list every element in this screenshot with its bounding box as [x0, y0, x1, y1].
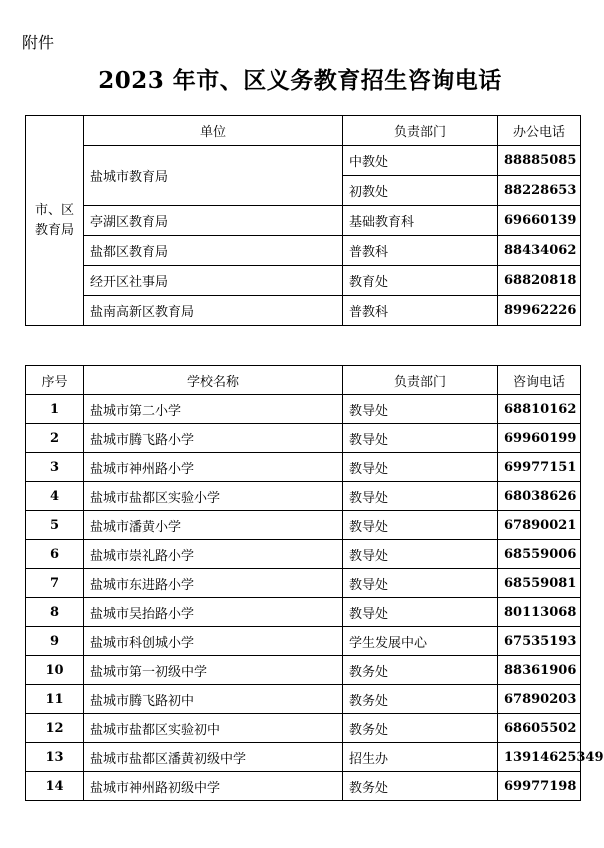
school-rows [26, 395, 604, 801]
table-row [26, 772, 581, 801]
dept-cell: 教务处 [343, 772, 498, 801]
school-name-cell: 盐城市神州路初级中学 [84, 772, 343, 801]
phone-cell: 80113068 [498, 598, 581, 627]
school-name-cell: 盐城市腾飞路小学 [84, 424, 343, 453]
phone-cell: 88228653 [498, 176, 581, 206]
row-number-cell: 13 [26, 743, 84, 772]
table-row [26, 598, 581, 627]
table-row [26, 540, 581, 569]
attachment-label: 附件 [22, 33, 55, 52]
dept-cell: 中教处 [343, 146, 498, 176]
dept-cell: 教导处 [343, 453, 498, 482]
school-contact-table [25, 365, 604, 801]
school-name-cell: 盐城市第一初级中学 [84, 656, 343, 685]
phone-cell: 13914625349 [498, 743, 581, 772]
unit-cell: 盐城市教育局 [84, 146, 343, 206]
dept-cell: 教导处 [343, 540, 498, 569]
dept-cell: 普教科 [343, 296, 498, 326]
table-row [26, 424, 581, 453]
table-row [26, 656, 581, 685]
phone-cell: 67535193 [498, 627, 581, 656]
phone-cell: 69977198 [498, 772, 581, 801]
phone-cell: 68559081 [498, 569, 581, 598]
column-header-phone: 咨询电话 [498, 366, 581, 395]
school-name-cell: 盐城市东进路小学 [84, 569, 343, 598]
row-number-cell: 10 [26, 656, 84, 685]
dept-cell: 教务处 [343, 714, 498, 743]
row-number-cell: 9 [26, 627, 84, 656]
school-name-cell: 盐城市潘黄小学 [84, 511, 343, 540]
table-row [26, 453, 581, 482]
bureau-contact-table [25, 115, 581, 326]
row-number-cell: 4 [26, 482, 84, 511]
phone-cell: 68810162 [498, 395, 581, 424]
school-name-cell: 盐城市崇礼路小学 [84, 540, 343, 569]
row-number-cell: 7 [26, 569, 84, 598]
table-row [26, 511, 581, 540]
unit-cell: 盐都区教育局 [84, 236, 343, 266]
phone-cell: 69660139 [498, 206, 581, 236]
page-title: 2023 年市、区义务教育招生咨询电话 [98, 67, 502, 94]
row-number-cell: 2 [26, 424, 84, 453]
phone-cell: 88361906 [498, 656, 581, 685]
phone-cell: 68559006 [498, 540, 581, 569]
unit-cell: 亭湖区教育局 [84, 206, 343, 236]
column-header-unit: 单位 [84, 116, 343, 146]
table-row [26, 569, 581, 598]
table-header-row [26, 366, 581, 395]
phone-cell: 89962226 [498, 296, 581, 326]
column-header-dept: 负责部门 [343, 116, 498, 146]
column-header-no: 序号 [26, 366, 84, 395]
table-row [26, 685, 581, 714]
table-row [26, 116, 581, 146]
dept-cell: 初教处 [343, 176, 498, 206]
table-row [26, 146, 581, 176]
phone-cell: 69960199 [498, 424, 581, 453]
school-name-cell: 盐城市神州路小学 [84, 453, 343, 482]
row-number-cell: 3 [26, 453, 84, 482]
school-name-cell: 盐城市吴抬路小学 [84, 598, 343, 627]
phone-cell: 67890203 [498, 685, 581, 714]
group-label-line2: 教育局 [34, 222, 74, 238]
phone-cell: 88434062 [498, 236, 581, 266]
dept-cell: 普教科 [343, 236, 498, 266]
row-number-cell: 12 [26, 714, 84, 743]
dept-cell: 教导处 [343, 395, 498, 424]
phone-cell: 67890021 [498, 511, 581, 540]
phone-cell: 68038626 [498, 482, 581, 511]
school-name-cell: 盐城市腾飞路初中 [84, 685, 343, 714]
table-row [26, 206, 581, 236]
table-row [26, 743, 581, 772]
table-row [26, 714, 581, 743]
dept-cell: 教导处 [343, 511, 498, 540]
phone-cell: 68605502 [498, 714, 581, 743]
school-name-cell: 盐城市盐都区实验小学 [84, 482, 343, 511]
phone-cell: 69977151 [498, 453, 581, 482]
dept-cell: 教导处 [343, 569, 498, 598]
unit-cell: 经开区社事局 [84, 266, 343, 296]
group-label-cell [26, 116, 84, 326]
table-row [26, 395, 581, 424]
dept-cell: 教务处 [343, 685, 498, 714]
school-name-cell: 盐城市科创城小学 [84, 627, 343, 656]
dept-cell: 教育处 [343, 266, 498, 296]
dept-cell: 教导处 [343, 598, 498, 627]
column-header-phone: 办公电话 [498, 116, 581, 146]
dept-cell: 基础教育科 [343, 206, 498, 236]
phone-cell: 68820818 [498, 266, 581, 296]
unit-cell: 盐南高新区教育局 [84, 296, 343, 326]
dept-cell: 学生发展中心 [343, 627, 498, 656]
table-row [26, 236, 581, 266]
row-number-cell: 5 [26, 511, 84, 540]
school-name-cell: 盐城市盐都区实验初中 [84, 714, 343, 743]
column-header-dept: 负责部门 [343, 366, 498, 395]
dept-cell: 教导处 [343, 482, 498, 511]
dept-cell: 教务处 [343, 656, 498, 685]
row-number-cell: 1 [26, 395, 84, 424]
column-header-school: 学校名称 [84, 366, 343, 395]
row-number-cell: 14 [26, 772, 84, 801]
table-row [26, 266, 581, 296]
school-name-cell: 盐城市第二小学 [84, 395, 343, 424]
table-row [26, 627, 581, 656]
row-number-cell: 8 [26, 598, 84, 627]
dept-cell: 招生办 [343, 743, 498, 772]
row-number-cell: 6 [26, 540, 84, 569]
school-name-cell: 盐城市盐都区潘黄初级中学 [84, 743, 343, 772]
table-row [26, 482, 581, 511]
phone-cell: 88885085 [498, 146, 581, 176]
dept-cell: 教导处 [343, 424, 498, 453]
group-label-line1: 市、区 [34, 202, 74, 218]
table-row [26, 296, 581, 326]
row-number-cell: 11 [26, 685, 84, 714]
